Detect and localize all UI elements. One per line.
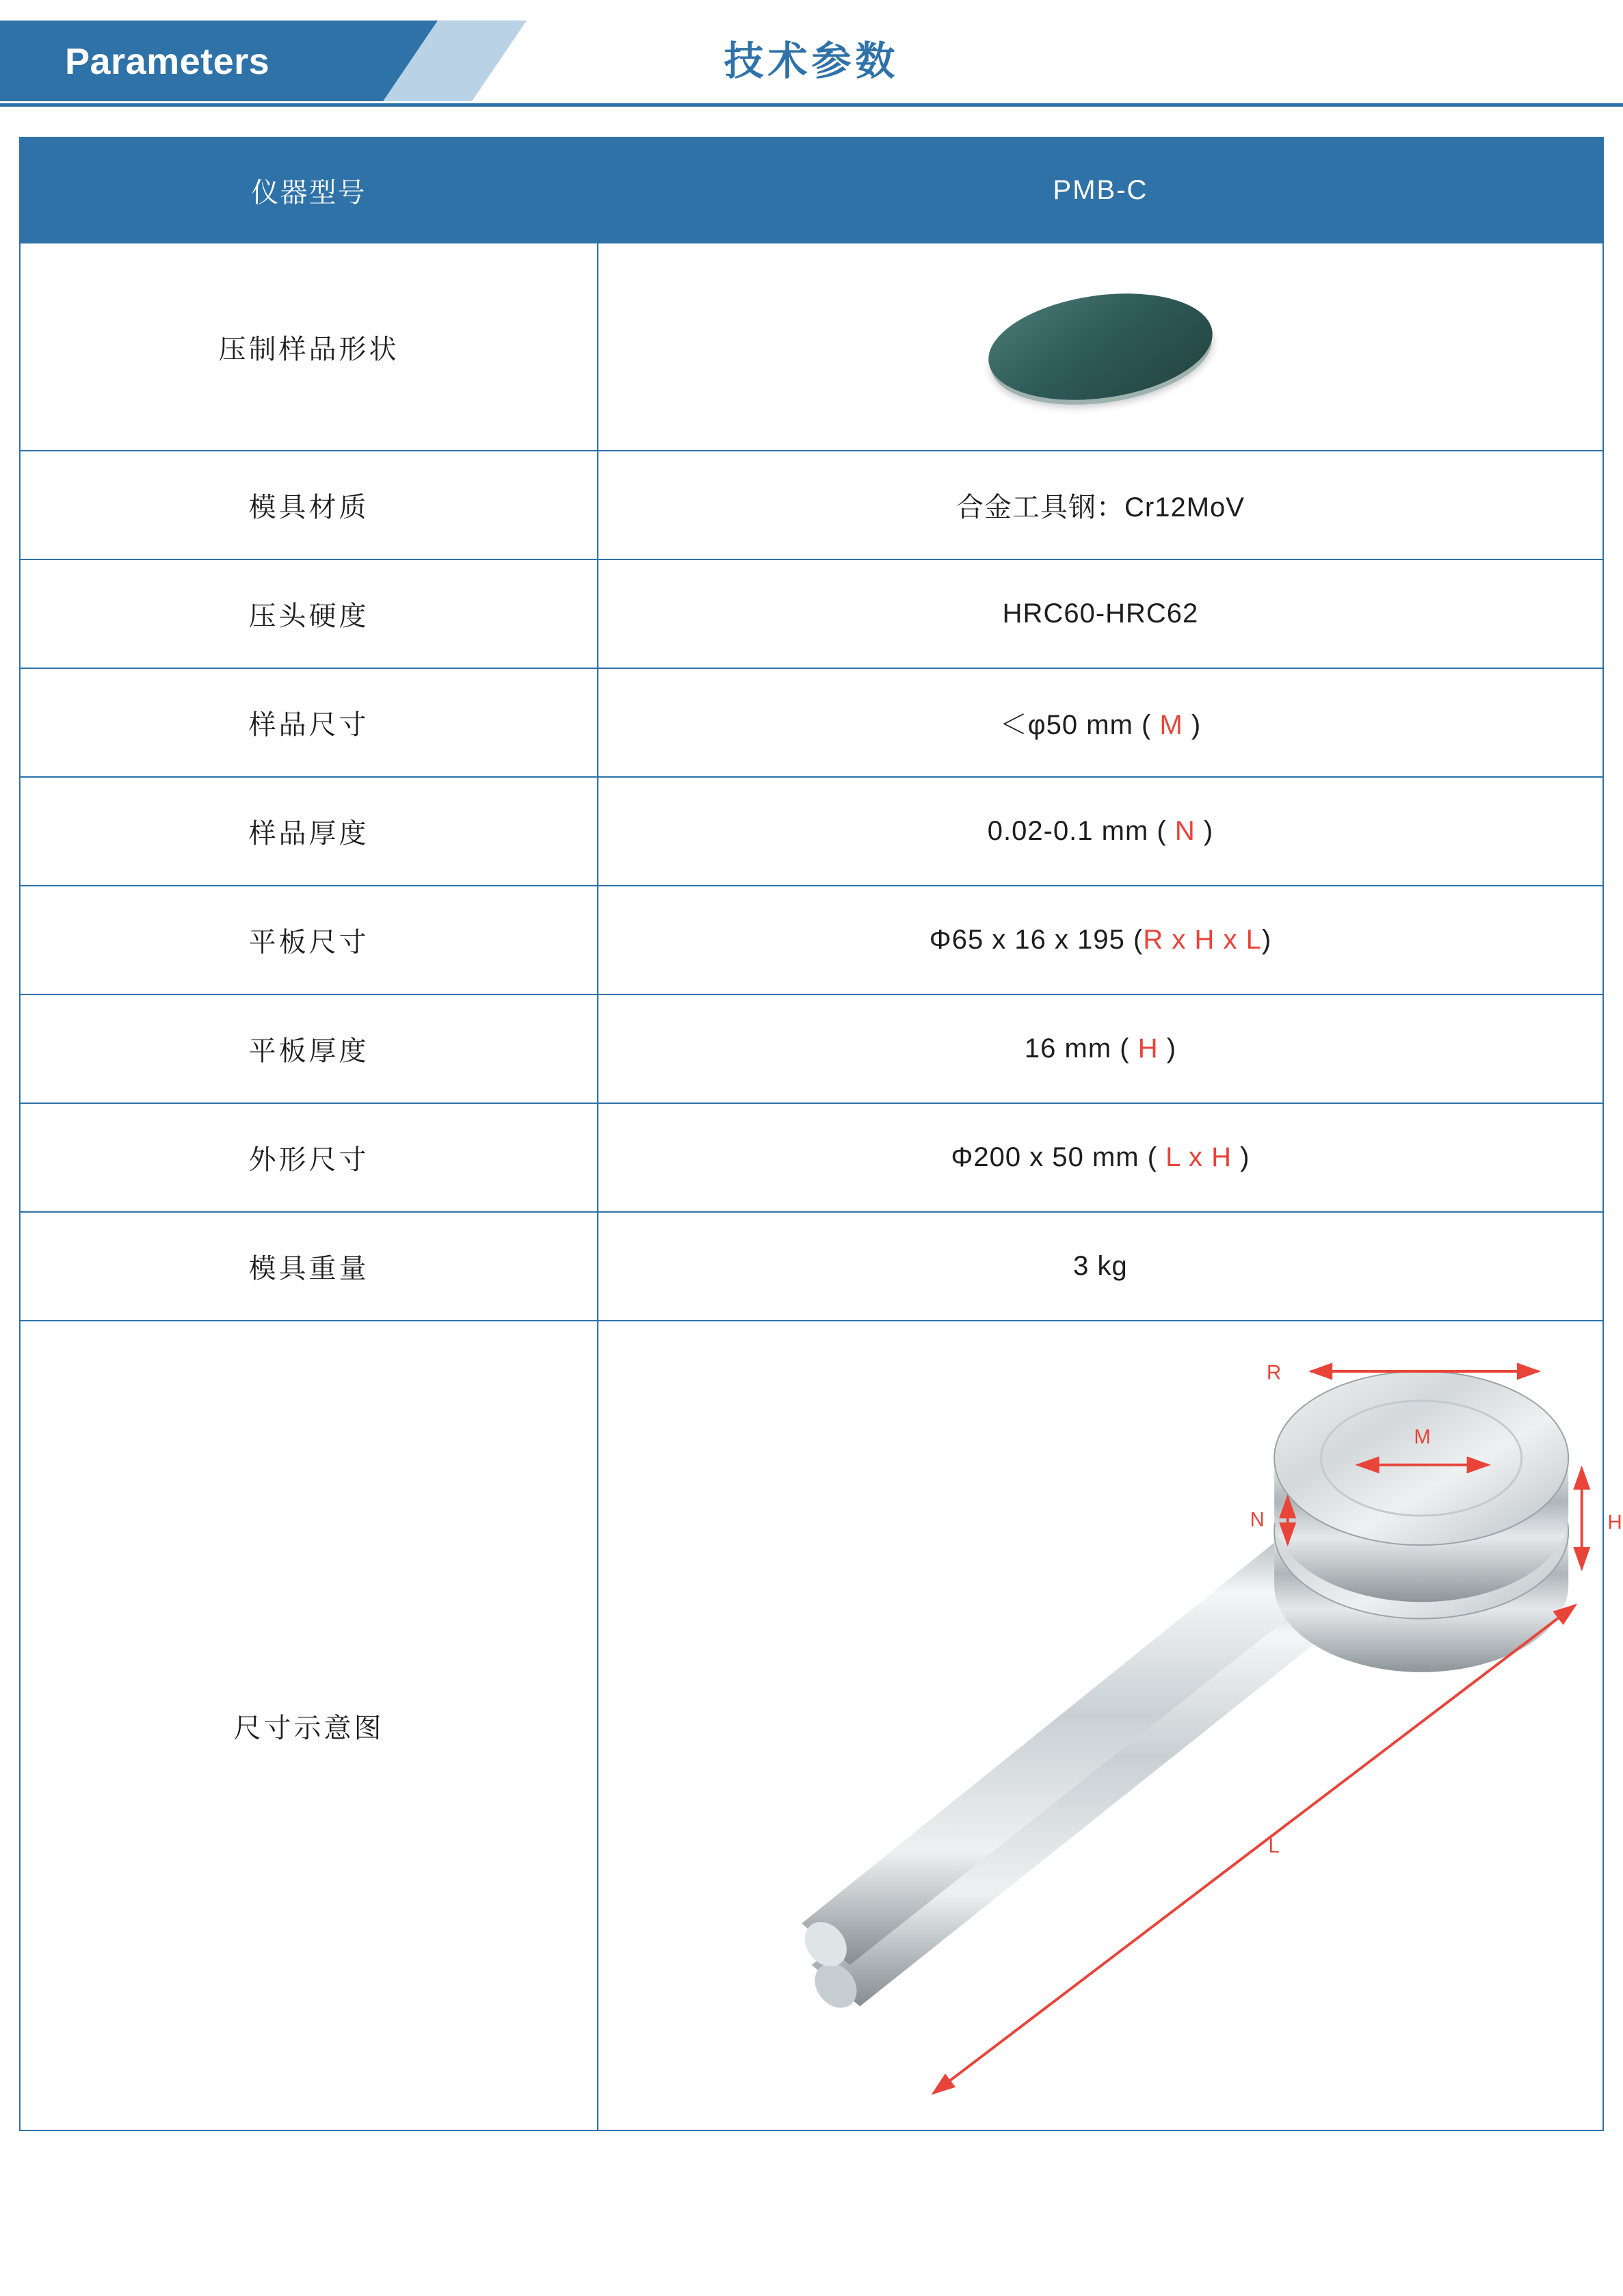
mold-dimension-diagram: [599, 1322, 1623, 2129]
table-row: [20, 559, 1603, 668]
row-label-sample-size: 样品尺寸: [20, 668, 598, 777]
marker-letters-lh: L x H: [1165, 1142, 1232, 1172]
dimension-label-r: R: [1267, 1361, 1282, 1384]
row-label-mold-material: 模具材质: [20, 451, 598, 559]
header-english-title: Parameters: [65, 41, 270, 82]
header-divider-rule: [0, 103, 1623, 107]
pressed-sample-disc-icon: [981, 280, 1219, 413]
table-row: [20, 451, 1603, 559]
row-value-sample-thickness-marker: ( N ): [1157, 816, 1214, 846]
row-value-sample-size-text: ＜φ50 mm: [999, 710, 1133, 740]
marker-letters-rhl: R x H x L: [1143, 925, 1262, 955]
row-value-mold-weight: 3 kg: [598, 1212, 1603, 1321]
row-value-mold-material: 合金工具钢：Cr12MoV: [598, 451, 1603, 559]
row-label-overall-size: 外形尺寸: [20, 1103, 598, 1212]
header-chinese-title: 技术参数: [724, 39, 899, 83]
table-header-cell-model-value: PMB-C: [598, 137, 1603, 243]
row-value-sample-size: [598, 668, 1603, 777]
dimension-label-l: L: [1268, 1834, 1280, 1858]
row-value-overall-size-text: Φ200 x 50 mm: [951, 1142, 1139, 1172]
table-body: [20, 243, 1623, 2130]
row-value-plate-size-marker: (R x H x L): [1133, 925, 1272, 955]
marker-letter-n: N: [1174, 816, 1196, 846]
row-value-sample-thickness: [598, 777, 1603, 886]
table-row: [20, 243, 1603, 451]
table-row: [20, 668, 1603, 777]
parameters-table: [19, 137, 1623, 2131]
row-value-plate-size: [598, 886, 1603, 994]
table-header: [20, 137, 1603, 243]
parameters-table-wrap: [0, 137, 1623, 2159]
row-label-plate-thickness: 平板厚度: [20, 994, 598, 1103]
row-label-sample-thickness: 样品厚度: [20, 777, 598, 886]
page-header: [0, 0, 1623, 137]
marker-letter-m: M: [1159, 710, 1183, 740]
mold-top-plate: [1274, 1371, 1568, 1602]
mold-rod-lower: [806, 1552, 1371, 2016]
row-label-dimension-diagram: 尺寸示意图: [20, 1321, 598, 2130]
table-header-row: [20, 137, 1603, 243]
table-row: [20, 1321, 1603, 2130]
row-value-sample-size-marker: ( M ): [1142, 710, 1202, 740]
row-label-sample-shape: 压制样品形状: [20, 243, 598, 451]
row-value-sample-shape: [598, 243, 1603, 451]
row-value-indenter-hardness: HRC60-HRC62: [598, 559, 1603, 668]
row-value-plate-thickness: [598, 994, 1603, 1103]
table-row: [20, 886, 1603, 994]
table-row: [20, 1212, 1603, 1321]
row-value-plate-thickness-text: 16 mm: [1024, 1033, 1112, 1064]
row-value-plate-thickness-marker: ( H ): [1120, 1033, 1177, 1064]
table-row: [20, 1103, 1603, 1212]
dimension-label-m: M: [1414, 1425, 1431, 1449]
row-value-overall-size-marker: ( L x H ): [1147, 1142, 1250, 1172]
marker-letter-h: H: [1137, 1033, 1159, 1064]
dimension-label-h: H: [1607, 1511, 1623, 1534]
row-value-plate-size-text: Φ65 x 16 x 195: [929, 925, 1125, 955]
mold-dimension-diagram-svg: [599, 1322, 1623, 2129]
table-row: [20, 994, 1603, 1103]
row-value-sample-thickness-text: 0.02-0.1 mm: [987, 816, 1149, 846]
table-row: [20, 777, 1603, 886]
table-header-cell-model-label: 仪器型号: [20, 137, 598, 243]
row-label-plate-size: 平板尺寸: [20, 886, 598, 994]
row-label-mold-weight: 模具重量: [20, 1212, 598, 1321]
row-value-overall-size: [598, 1103, 1603, 1212]
row-label-indenter-hardness: 压头硬度: [20, 559, 598, 668]
row-value-dimension-diagram: [598, 1321, 1623, 2130]
dimension-label-n: N: [1250, 1508, 1265, 1531]
